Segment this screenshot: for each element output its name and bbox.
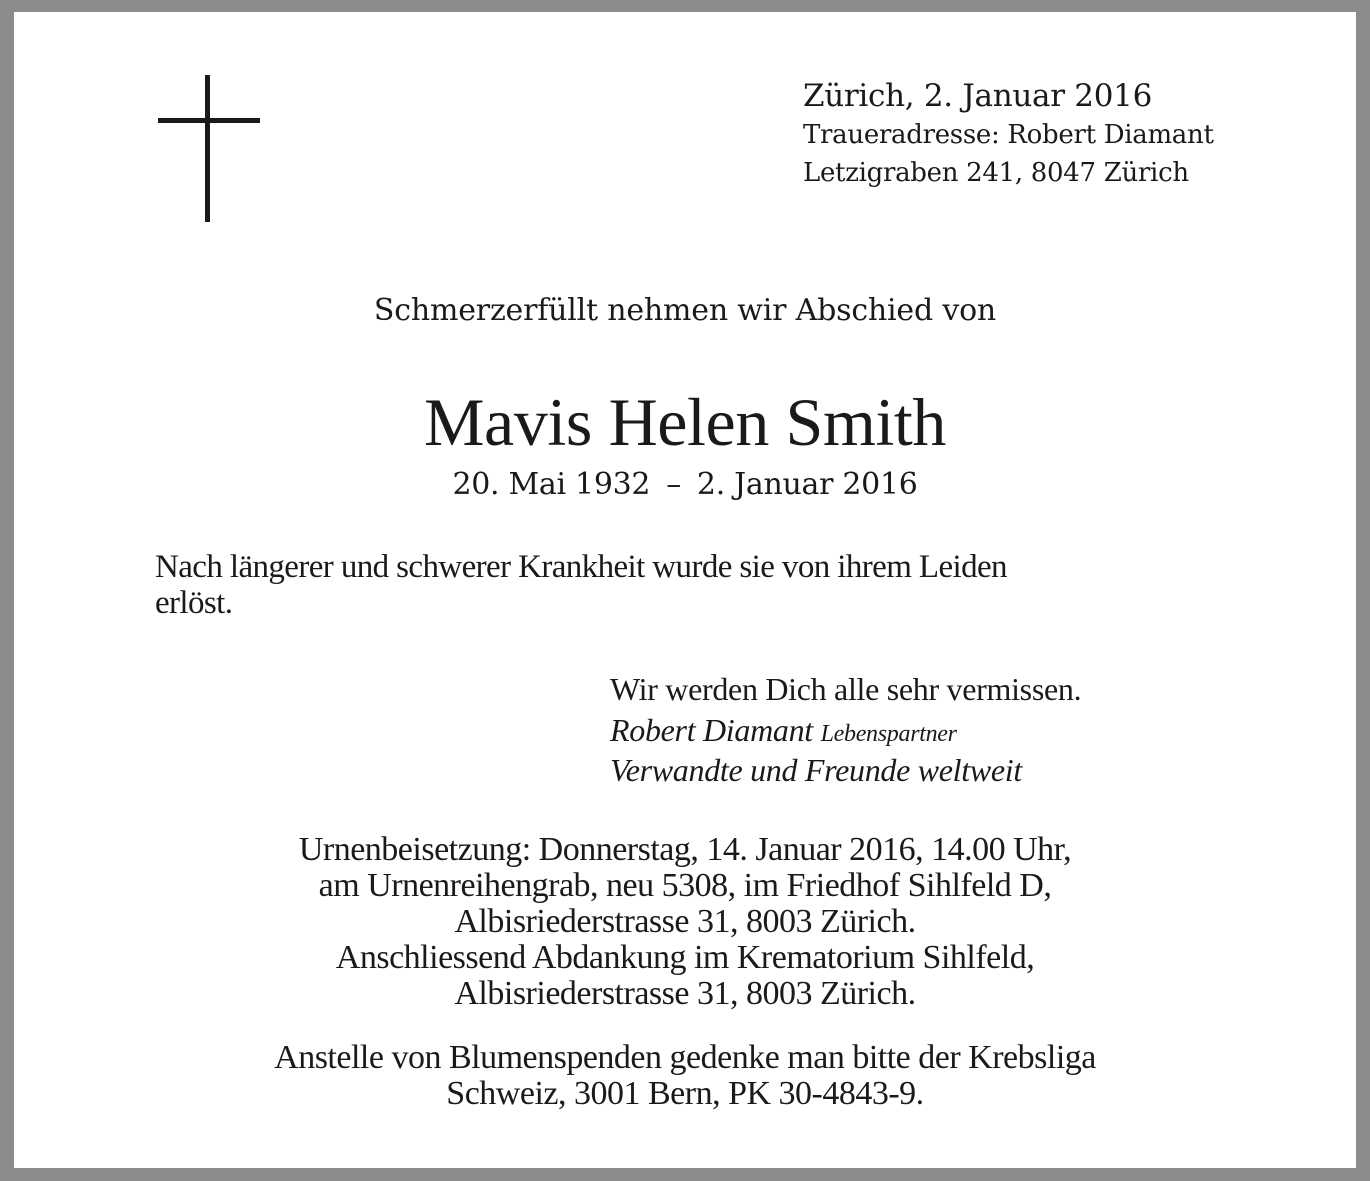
farewell-line: Wir werden Dich alle sehr vermissen. [610, 671, 1082, 707]
mourning-address-street: Letzigraben 241, 8047 Zürich [803, 158, 1189, 188]
donation-note [14, 1040, 1356, 1112]
birth-date: 20. Mai 1932 [452, 467, 651, 502]
mourning-address-name: Traueradresse: Robert Diamant [803, 120, 1214, 150]
funeral-line: Anschliessend Abdankung im Krematorium Sihlfeld, [335, 939, 1035, 976]
life-dates [14, 463, 1356, 507]
intro-text: Schmerzerfüllt nehmen wir Abschied von [373, 293, 997, 328]
message-line: erlöst. [155, 585, 233, 621]
date-dash: – [666, 467, 681, 502]
signer-primary [610, 712, 1330, 752]
donation-line: Schweiz, 3001 Bern, PK 30-4843-9. [446, 1075, 924, 1112]
header-address-block [803, 76, 1303, 192]
farewell-block [610, 666, 1330, 788]
cross-horizontal-bar [158, 118, 260, 123]
funeral-line: Urnenbeisetzung: Donnerstag, 14. Januar 2016, 14.00 Uhr, [298, 831, 1072, 868]
message-line: Nach längerer und schwerer Krankheit wurde sie von ihrem Leiden [155, 549, 1007, 585]
death-message [155, 549, 1255, 621]
funeral-line: am Urnenreihengrab, neu 5308, im Friedhof Sihlfeld D, [318, 867, 1052, 904]
funeral-details [14, 832, 1356, 1012]
death-date: 2. Januar 2016 [696, 467, 918, 502]
cross-icon [158, 75, 260, 222]
funeral-line: Albisriederstrasse 31, 8003 Zürich. [454, 975, 916, 1012]
signer-name: Robert Diamant [610, 712, 813, 748]
obituary-sheet [14, 12, 1356, 1168]
place-date: Zürich, 2. Januar 2016 [803, 78, 1152, 114]
deceased-name: Mavis Helen Smith [423, 384, 947, 460]
cross-vertical-bar [205, 75, 210, 222]
signer-secondary: Verwandte und Freunde weltweit [610, 752, 1022, 788]
signer-role: Lebenspartner [820, 721, 957, 747]
donation-line: Anstelle von Blumenspenden gedenke man bitte der Krebsliga [274, 1039, 1096, 1076]
funeral-line: Albisriederstrasse 31, 8003 Zürich. [454, 903, 916, 940]
